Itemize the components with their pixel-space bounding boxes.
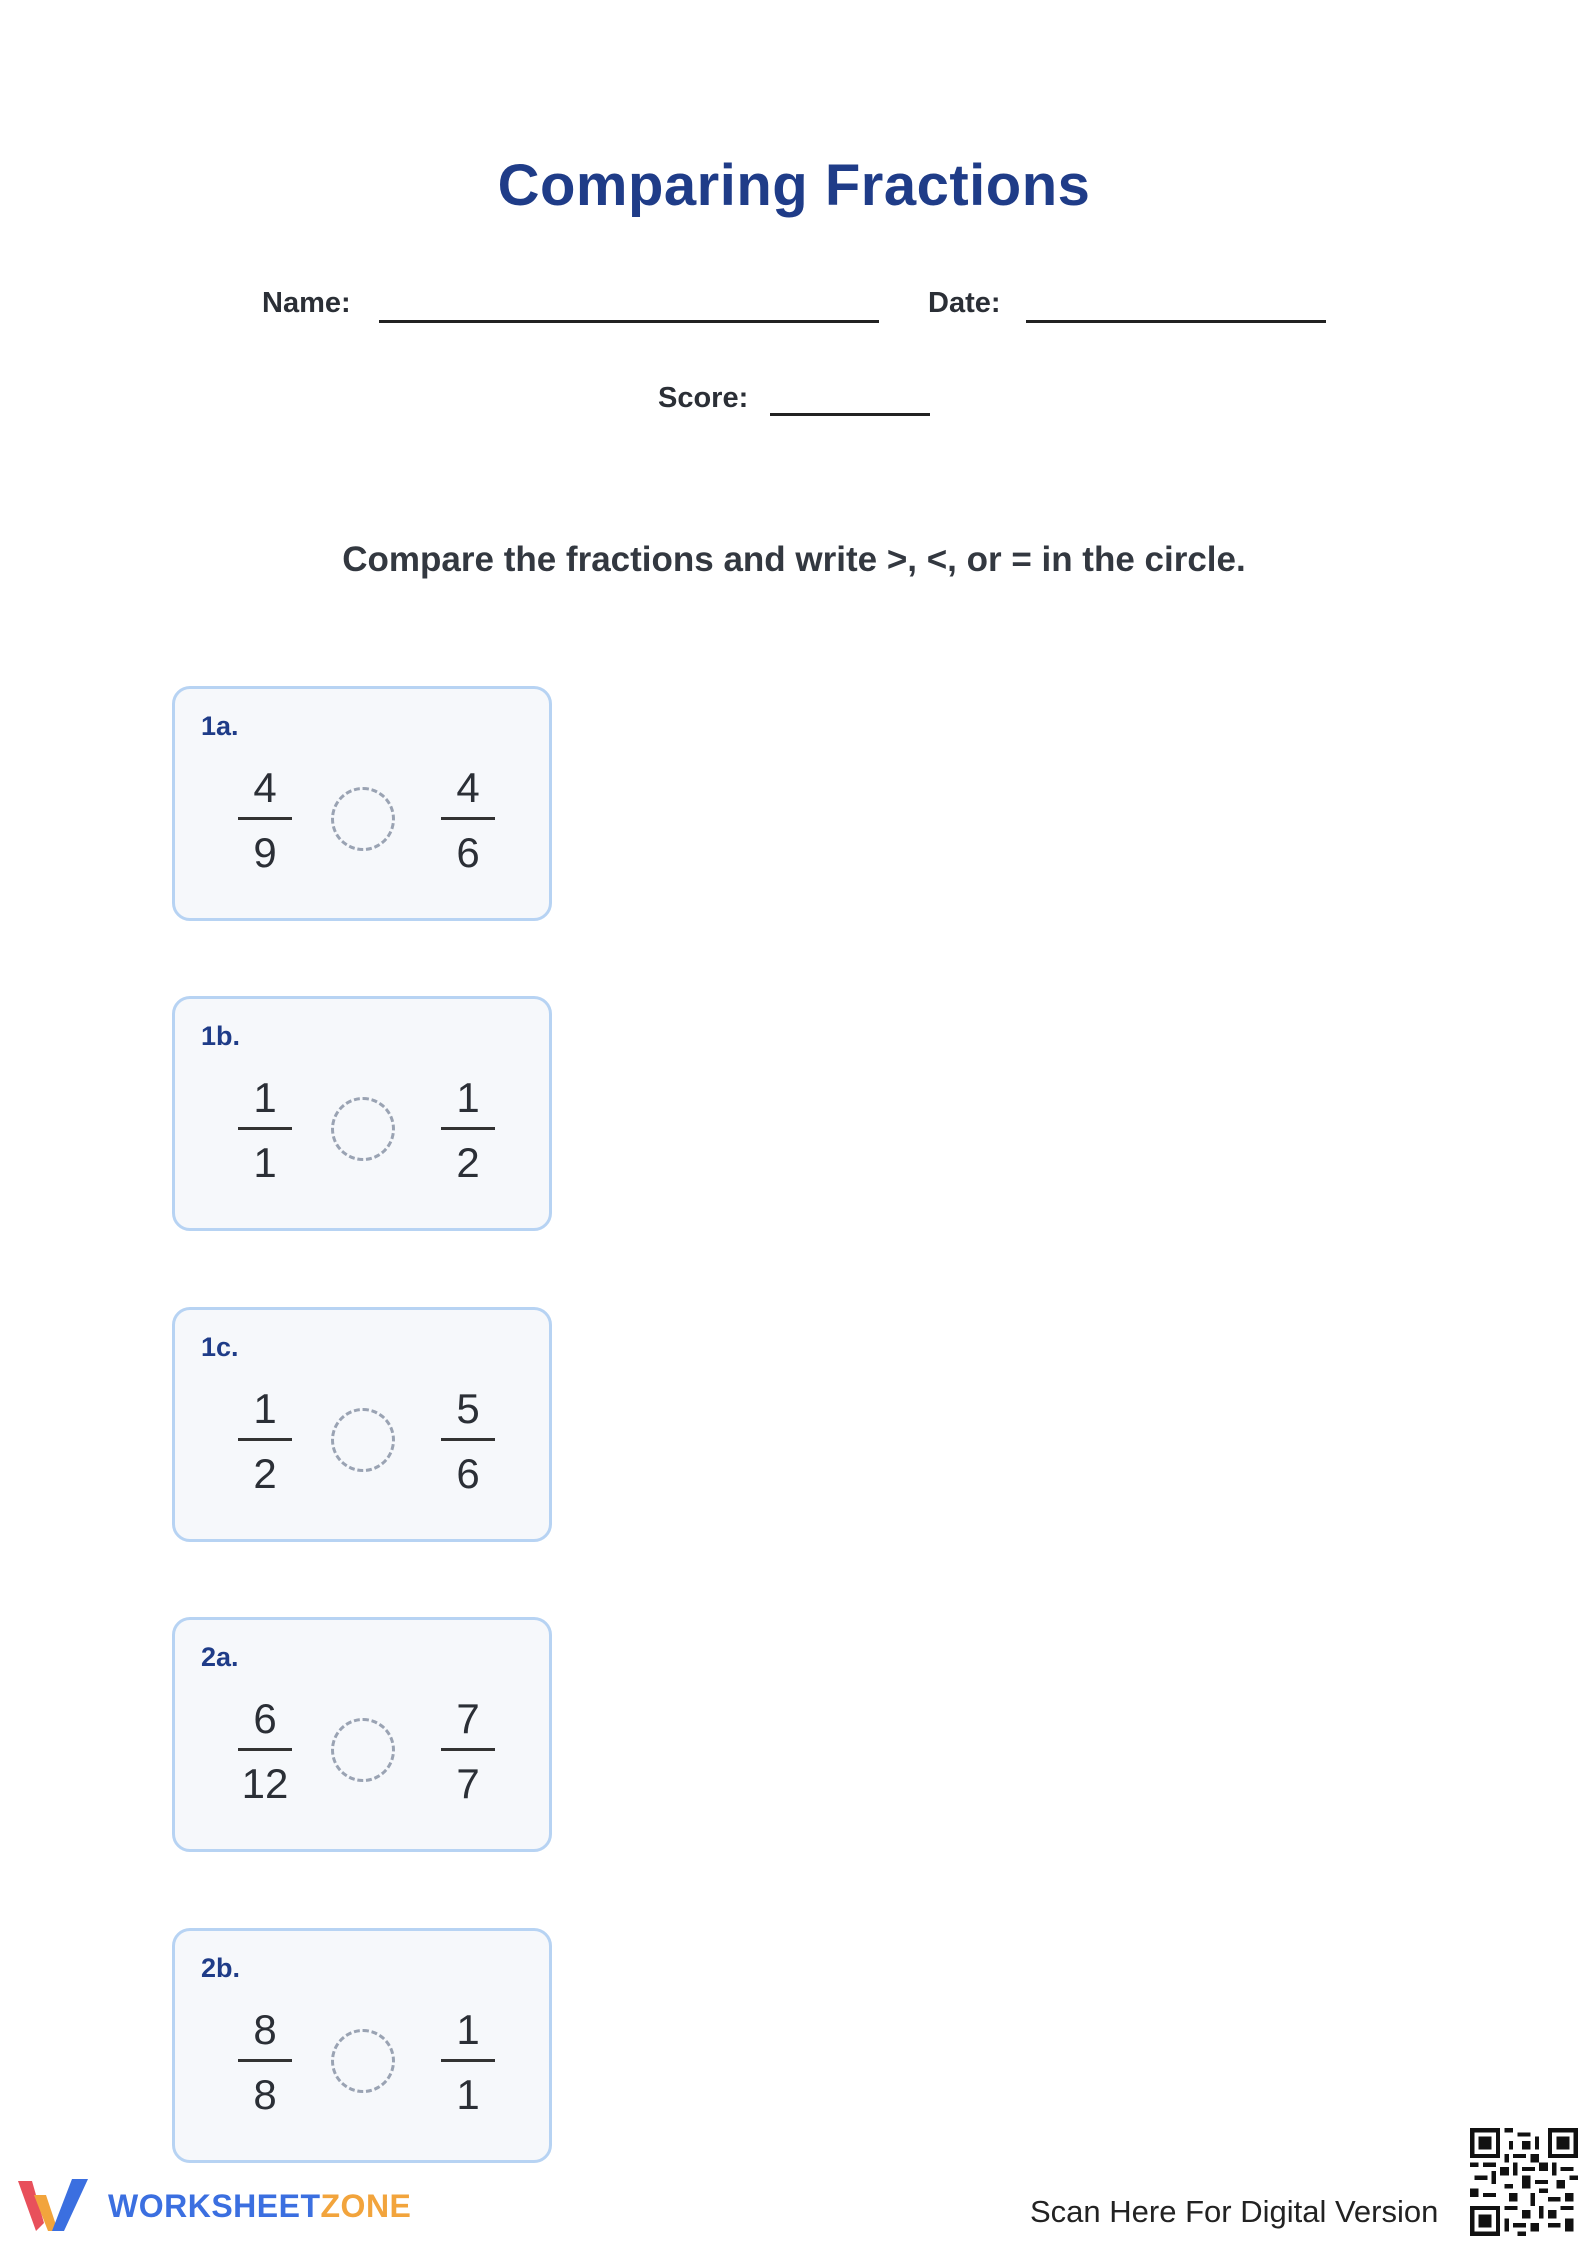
- left-fraction: [230, 1074, 300, 1186]
- worksheetzone-logo-icon: [14, 2175, 94, 2235]
- fraction-bar: [441, 2059, 495, 2062]
- fraction-bar: [441, 1748, 495, 1751]
- answer-circle[interactable]: [331, 1408, 395, 1472]
- numerator: 7: [456, 1695, 480, 1742]
- problem-label: 1b.: [201, 1021, 241, 1051]
- right-fraction: [433, 1385, 503, 1497]
- fraction-bar: [238, 1127, 292, 1130]
- left-fraction: [230, 1385, 300, 1497]
- denominator: 2: [456, 1139, 480, 1186]
- right-fraction: [433, 1074, 503, 1186]
- problem-label: 2a.: [201, 1642, 239, 1672]
- problem-card-2a: [172, 1617, 552, 1852]
- denominator: 7: [456, 1760, 480, 1807]
- denominator: 1: [456, 2071, 480, 2118]
- fraction-bar: [238, 2059, 292, 2062]
- right-fraction: [433, 764, 503, 876]
- left-fraction: [230, 2006, 300, 2118]
- numerator: 1: [456, 2006, 480, 2053]
- denominator: 6: [456, 829, 480, 876]
- problem-card-1b: [172, 996, 552, 1231]
- fraction-bar: [441, 817, 495, 820]
- left-fraction: [230, 764, 300, 876]
- numerator: 6: [253, 1695, 277, 1742]
- denominator: 9: [253, 829, 277, 876]
- denominator: 8: [253, 2071, 277, 2118]
- problem-card-1a: [172, 686, 552, 921]
- name-field[interactable]: [379, 320, 879, 323]
- problem-label: 1c.: [201, 1332, 239, 1362]
- score-label: Score:: [658, 382, 749, 414]
- denominator: 2: [253, 1450, 277, 1497]
- scan-text: Scan Here For Digital Version: [1030, 2194, 1439, 2229]
- denominator: 6: [456, 1450, 480, 1497]
- denominator: 12: [241, 1760, 289, 1807]
- instructions: Compare the fractions and write >, <, or = in the circle.: [342, 540, 1246, 579]
- score-field[interactable]: [770, 413, 930, 416]
- numerator: 1: [456, 1074, 480, 1121]
- problem-label: 2b.: [201, 1953, 241, 1983]
- fraction-bar: [238, 1438, 292, 1441]
- numerator: 4: [456, 764, 480, 811]
- answer-circle[interactable]: [331, 1718, 395, 1782]
- answer-circle[interactable]: [331, 787, 395, 851]
- numerator: 4: [253, 764, 277, 811]
- answer-circle[interactable]: [331, 1097, 395, 1161]
- qr-code-icon[interactable]: [1470, 2128, 1578, 2236]
- numerator: 5: [456, 1385, 480, 1432]
- right-fraction: [433, 1695, 503, 1807]
- fraction-bar: [238, 817, 292, 820]
- problem-card-2b: [172, 1928, 552, 2163]
- brand-part-1: WORKSHEET: [108, 2188, 321, 2224]
- right-fraction: [433, 2006, 503, 2118]
- date-label: Date:: [928, 287, 1001, 319]
- fraction-bar: [238, 1748, 292, 1751]
- brand-wordmark: [108, 2188, 411, 2225]
- answer-circle[interactable]: [331, 2029, 395, 2093]
- problem-card-1c: [172, 1307, 552, 1542]
- left-fraction: [230, 1695, 300, 1807]
- denominator: 1: [253, 1139, 277, 1186]
- date-field[interactable]: [1026, 320, 1326, 323]
- numerator: 8: [253, 2006, 277, 2053]
- brand-part-2: ZONE: [320, 2188, 412, 2224]
- fraction-bar: [441, 1438, 495, 1441]
- page-title: Comparing Fractions: [497, 153, 1091, 218]
- problem-label: 1a.: [201, 711, 239, 741]
- numerator: 1: [253, 1074, 277, 1121]
- fraction-bar: [441, 1127, 495, 1130]
- numerator: 1: [253, 1385, 277, 1432]
- name-label: Name:: [262, 287, 351, 319]
